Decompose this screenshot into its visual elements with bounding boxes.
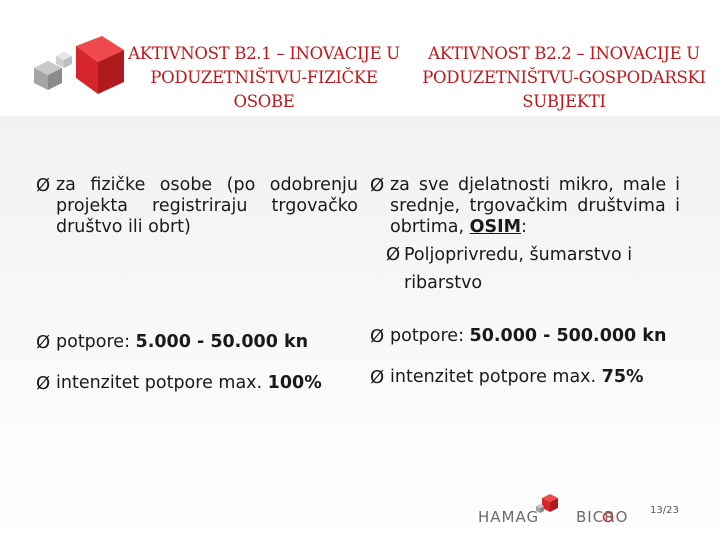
page-number (650, 505, 679, 516)
intensity-label: intenzitet potpore max. (56, 373, 268, 393)
left-eligibility-bullet (36, 175, 358, 238)
except-colon: : (521, 217, 527, 237)
title-line: AKTIVNOST B2.1 – INOVACIJE U (128, 44, 400, 63)
title-line: PODUZETNIŠTVU-FIZIČKE (150, 68, 378, 87)
right-column-title (408, 42, 720, 114)
arrow-bullet-icon: Ø (370, 367, 385, 388)
arrow-bullet-icon: Ø (370, 175, 385, 196)
arrow-bullet-icon: Ø (386, 244, 401, 265)
right-eligibility-bullet (370, 175, 680, 238)
brand-hamag: HAMAG (478, 508, 540, 526)
support-label: potpore: (390, 326, 470, 346)
left-intensity-bullet (36, 373, 366, 394)
left-eligibility-text: za fizičke osobe (po odobrenju projekta registriraju trgovačko društvo ili obrt) (56, 175, 358, 237)
title-line: AKTIVNOST B2.2 – INOVACIJE U (428, 44, 700, 63)
right-intensity-bullet (370, 367, 700, 388)
right-eligibility-text: za sve djelatnosti mikro, male i srednje, trgovačkim društvima i obrtima, (390, 175, 680, 237)
support-amount: 5.000 - 50.000 kn (135, 332, 309, 352)
arrow-bullet-icon: Ø (370, 326, 385, 347)
intensity-value: 100% (267, 373, 322, 393)
title-line: OSOBE (233, 92, 295, 111)
title-line: PODUZETNIŠTVU-GOSPODARSKI (422, 68, 706, 87)
support-amount: 50.000 - 500.000 kn (469, 326, 667, 346)
right-support-bullet (370, 326, 700, 347)
exception-sectors: Poljoprivredu, šumarstvo i ribarstvo (404, 245, 633, 293)
arrow-bullet-icon: Ø (36, 175, 51, 196)
arrow-bullet-icon: Ø (36, 373, 51, 394)
left-column-title (108, 42, 420, 114)
left-support-bullet (36, 332, 366, 353)
except-keyword: OSIM (469, 217, 522, 237)
support-label: potpore: (56, 332, 136, 352)
brand-bicro: BICRO (576, 508, 629, 526)
arrow-bullet-icon: Ø (36, 332, 51, 353)
total-pages: /23 (662, 505, 679, 516)
exception-sub-bullet (386, 241, 686, 297)
title-line: SUBJEKTI (522, 92, 606, 111)
current-page: 13 (650, 505, 663, 516)
intensity-label: intenzitet potpore max. (390, 367, 602, 387)
intensity-value: 75% (601, 367, 644, 387)
